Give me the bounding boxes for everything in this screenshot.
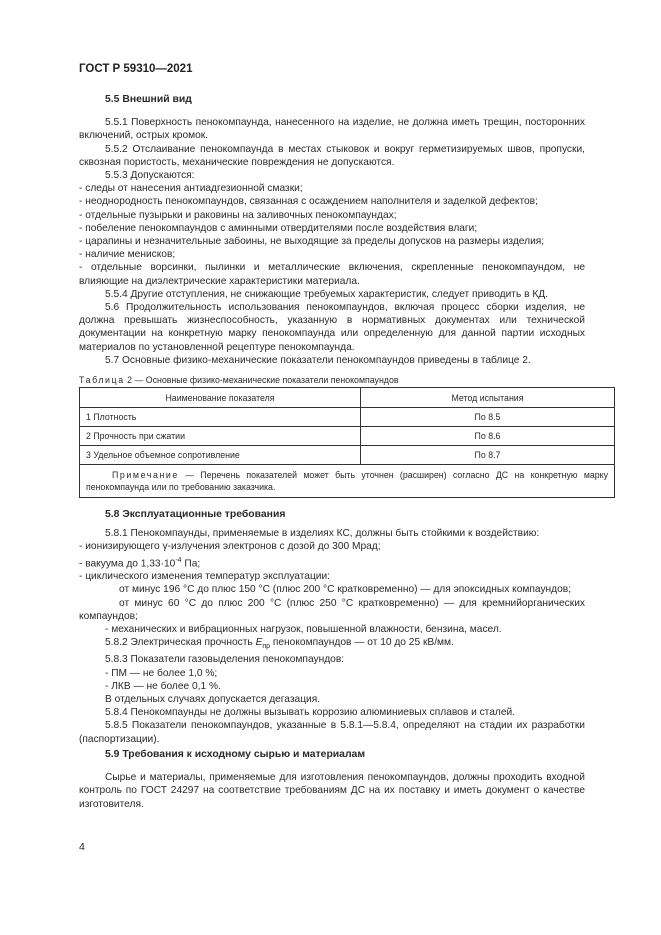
paragraph: 5.5.2 Отслаивание пенокомпаунда в местах стыковок и вокруг герметизируемых швов, пропуски, сквозная пористость, механические повреждения не допускаются. <box>79 143 585 168</box>
table-cell: По 8.6 <box>361 427 615 446</box>
table-2 <box>79 387 615 498</box>
table-note <box>80 465 615 498</box>
list-item-text: Па; <box>181 558 201 569</box>
list-item: - отдельные пузырьки и раковины на заливочных пенокомпаундах; <box>79 209 397 221</box>
column-header: Наименование показателя <box>80 388 361 408</box>
page-number: 4 <box>79 841 85 853</box>
list-item: - циклического изменения температур эксплуатации: <box>79 571 331 583</box>
column-header: Метод испытания <box>361 388 615 408</box>
section-5-5 <box>79 93 585 367</box>
list-item: - ПМ — не более 1,0 %; <box>105 667 218 679</box>
paragraph-text: 5.8.2 Электрическая прочность <box>105 637 256 649</box>
list-subitem: от минус 196 °С до плюс 150 °С (плюс 200 °С кратковременно) — для эпоксидных компаундов; <box>119 584 572 596</box>
table-cell: 2 Прочность при сжатии <box>80 427 361 446</box>
paragraph <box>79 636 585 653</box>
table-note-text: — Перечень показателей может быть уточнен (расширен) согласно ДС на конкретную марку пенокомпаунда или по требованию заказчика. <box>86 470 608 492</box>
paragraph: 5.6 Продолжительность использования пенокомпаундов, включая процесс сборки изделия, не должна превышать жизнеспособность, указанную в нормативных документах или технической документации на конкретную марку пенокомпаунда или определенную для данной партии исходных материалов по установленной рецептуре пенокомпаунда. <box>79 302 585 353</box>
list-item: - наличие менисков; <box>79 249 176 261</box>
table-cell: 1 Плотность <box>80 408 361 427</box>
paragraph: 5.8.1 Пенокомпаунды, применяемые в изделиях КС, должны быть стойкими к воздействию: <box>105 528 540 540</box>
list-item <box>79 554 585 571</box>
document-header: ГОСТ Р 59310—2021 <box>79 63 193 75</box>
list-subitem: от минус 60 °С до плюс 200 °С (плюс 250 °С кратковременно) — для кремнийорганических компаундов; <box>79 597 585 622</box>
paragraph: 5.8.4 Пенокомпаунды не должны вызывать коррозию алюминиевых сплавов и сталей. <box>105 707 516 719</box>
table-cell: 3 Удельное объемное сопротивление <box>80 446 361 465</box>
variable: E <box>255 637 263 649</box>
list-item: - механических и вибрационных нагрузок, повышенной влажности, бензина, масел. <box>105 624 502 636</box>
paragraph: 5.5.3 Допускаются: <box>105 170 195 182</box>
list-item: - отдельные ворсинки, пылинки и металлические включения, скрепленные пенокомпаундом, не влияющие на диэлектрические характеристики материала. <box>79 262 585 287</box>
table-row <box>80 408 615 427</box>
list-item: - неоднородность пенокомпаундов, связанная с осаждением наполнителя и заделкой дефектов; <box>79 196 538 208</box>
section-5-9 <box>79 748 585 811</box>
paragraph: 5.8.5 Показатели пенокомпаундов, указанные в 5.8.1—5.8.4, определяют на стадии их разработки (паспортизации). <box>79 720 585 745</box>
list-item: - побеление пенокомпаундов с аминными отвердителями после воздействия влаги; <box>79 222 478 234</box>
paragraph: Сырье и материалы, применяемые для изготовления пенокомпаундов, должны проходить входной контроль по ГОСТ 24297 на соответствие требованиям ДС на их поставку и иметь документ о качестве изготовителя. <box>79 772 585 810</box>
table-header-row <box>80 388 615 408</box>
table-caption <box>79 375 399 385</box>
table-caption-text: 2 — Основные физико-механические показатели пенокомпаундов <box>124 375 399 385</box>
subscript: пр <box>262 643 271 651</box>
section-title: 5.8 Эксплуатационные требования <box>105 509 286 520</box>
list-item: - следы от нанесения антиадгезионной смазки; <box>79 183 303 195</box>
superscript: -4 <box>175 556 182 564</box>
paragraph-text: пенокомпаундов — от 10 до 25 кВ/мм. <box>270 637 454 649</box>
table-note-row <box>80 465 615 498</box>
table-note-prefix: Примечание <box>112 470 179 480</box>
table-caption-prefix: Таблица <box>79 375 125 385</box>
paragraph: В отдельных случаях допускается дегазация. <box>105 694 321 706</box>
paragraph: 5.8.3 Показатели газовыделения пенокомпаундов: <box>105 654 345 666</box>
table-row <box>80 427 615 446</box>
section-title: 5.5 Внешний вид <box>105 94 192 105</box>
table-row <box>80 446 615 465</box>
list-item: - царапины и незначительные забоины, не выходящие за пределы допусков на размеры изделия; <box>79 236 545 248</box>
list-item: - ЛКВ — не более 0,1 %. <box>105 680 221 692</box>
table-cell: По 8.5 <box>361 408 615 427</box>
section-title: 5.9 Требования к исходному сырью и материалам <box>105 749 366 760</box>
paragraph: 5.5.1 Поверхность пенокомпаунда, нанесенного на изделие, не должна иметь трещин, посторонних включений, острых кромок. <box>79 117 585 142</box>
section-5-8 <box>79 508 585 746</box>
paragraph: 5.7 Основные физико-механические показатели пенокомпаундов приведены в таблице 2. <box>105 354 531 366</box>
list-item: - ионизирующего γ-излучения электронов с дозой до 300 Мрад; <box>79 541 381 553</box>
list-item-text: - вакуума до 1,33·10 <box>79 558 176 569</box>
table-cell: По 8.7 <box>361 446 615 465</box>
paragraph: 5.5.4 Другие отступления, не снижающие требуемых характеристик, следует приводить в КД. <box>105 288 549 300</box>
